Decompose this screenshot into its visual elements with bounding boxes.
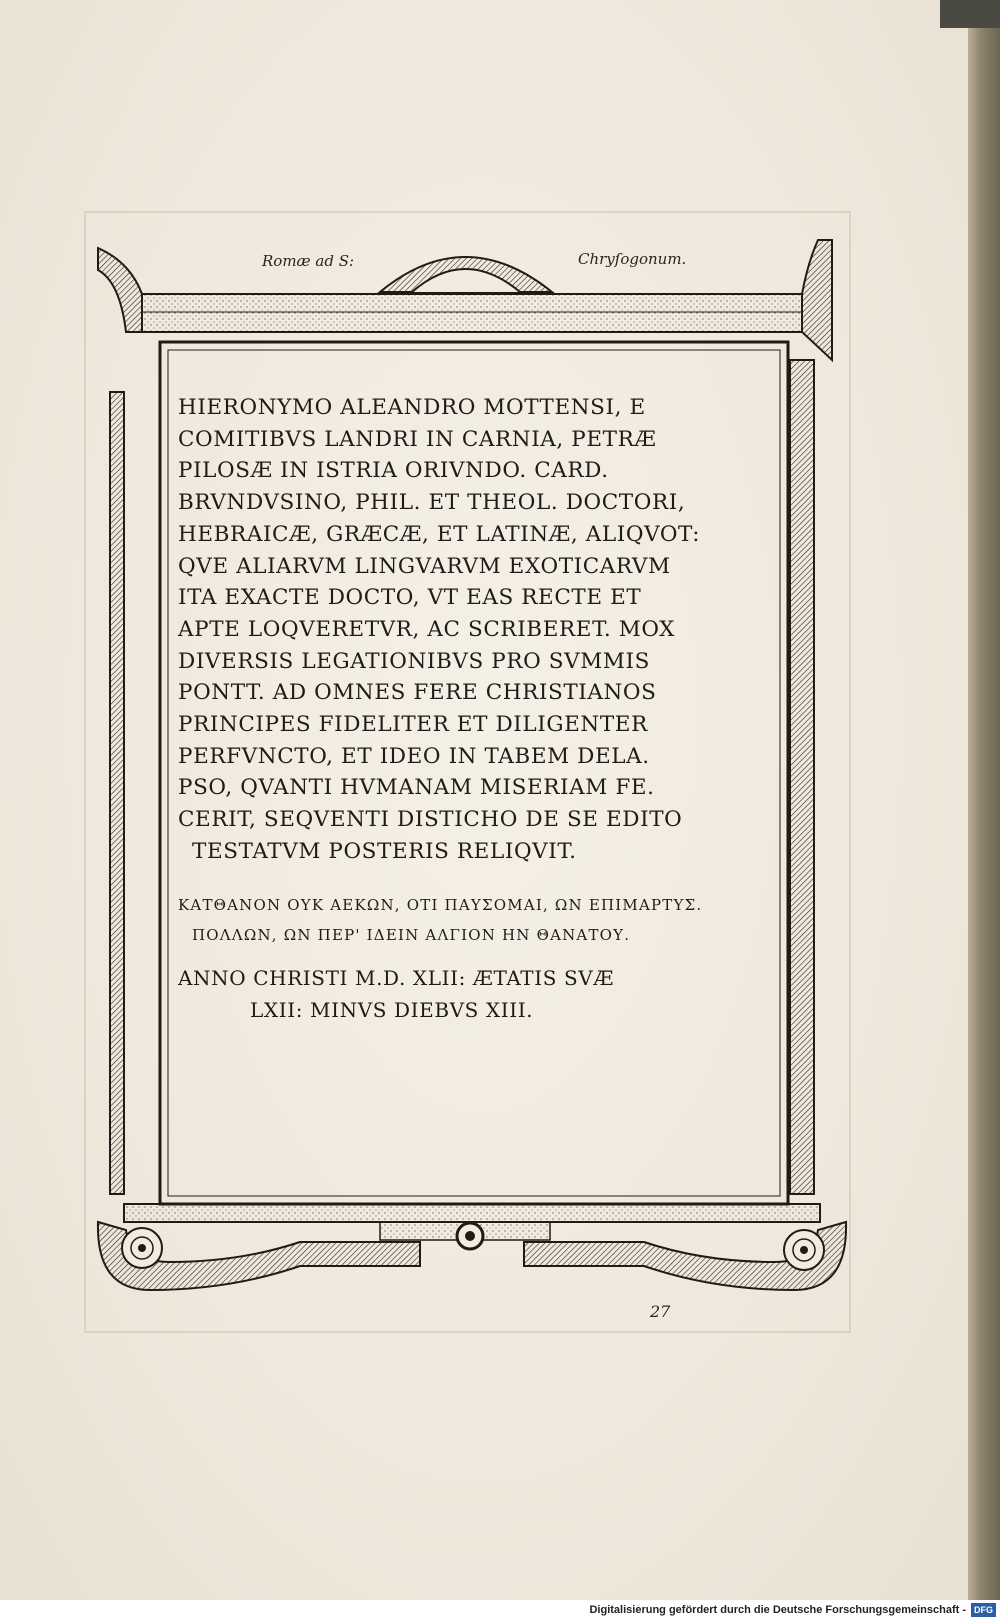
latin-line: APTE LOQVERETVR, AC SCRIBERET. MOX (178, 616, 676, 642)
latin-line: PONTT. AD OMNES FERE CHRISTIANOS (178, 680, 657, 706)
latin-line: PILOSÆ IN ISTRIA ORIVNDO. CARD. (178, 458, 609, 484)
date-line: LXII: MINVS DIEBVS XIII. (250, 997, 534, 1022)
date-line: ANNO CHRISTI M.D. XLII: ÆTATIS SVÆ (178, 965, 614, 990)
greek-distich (178, 890, 778, 950)
latin-line: PRINCIPES FIDELITER ET DILIGENTER (178, 712, 648, 738)
page-number: 27 (650, 1302, 671, 1321)
caption-right: Chryſogonum. (578, 250, 687, 268)
book-page-edge (968, 0, 1000, 1600)
latin-line: COMITIBVS LANDRI IN CARNIA, PETRÆ (178, 426, 657, 452)
date-text (178, 962, 778, 1026)
latin-line: HEBRAICÆ, GRÆCÆ, ET LATINÆ, ALIQVOT: (178, 521, 701, 547)
latin-text (178, 392, 778, 868)
dfg-logo: DFG (971, 1603, 996, 1617)
latin-line: CERIT, SEQVENTI DISTICHO DE SE EDITO (178, 807, 683, 833)
latin-line: HIERONYMO ALEANDRO MOTTENSI, E (178, 395, 646, 420)
greek-line: ΚΑΤΘΑΝΟΝ ΟΥΚ ΑΕΚΩΝ, ΟΤΙ ΠΑΥΣΟΜΑΙ, ΩΝ ΕΠΙΜΑΡΤΥΣ. (178, 895, 703, 914)
latin-line: TESTATVM POSTERIS RELIQVIT. (192, 838, 577, 864)
caption-left: Romæ ad S: (262, 252, 355, 270)
epitaph-inscription (178, 392, 778, 1026)
latin-line: PSO, QVANTI HVMANAM MISERIAM FE. (178, 775, 655, 801)
latin-line: ITA EXACTE DOCTO, VT EAS RECTE ET (178, 585, 642, 611)
digitization-footer (0, 1600, 1000, 1620)
latin-line: BRVNDVSINO, PHIL. ET THEOL. DOCTORI, (178, 490, 686, 516)
latin-line: DIVERSIS LEGATIONIBVS PRO SVMMIS (178, 648, 650, 674)
latin-line: QVE ALIARVM LINGVARVM EXOTICARVM (178, 553, 671, 579)
greek-line: ΠΟΛΛΩΝ, ΩΝ ΠΕΡ' ΙΔΕΙΝ ΑΛΓΙΟΝ ΗΝ ΘΑΝΑΤΟΥ. (192, 925, 631, 944)
latin-line: PERFVNCTO, ET IDEO IN TABEM DELA. (178, 743, 650, 769)
footer-credit: Digitalisierung gefördert durch die Deutsche Forschungsgemeinschaft - (589, 1604, 966, 1616)
